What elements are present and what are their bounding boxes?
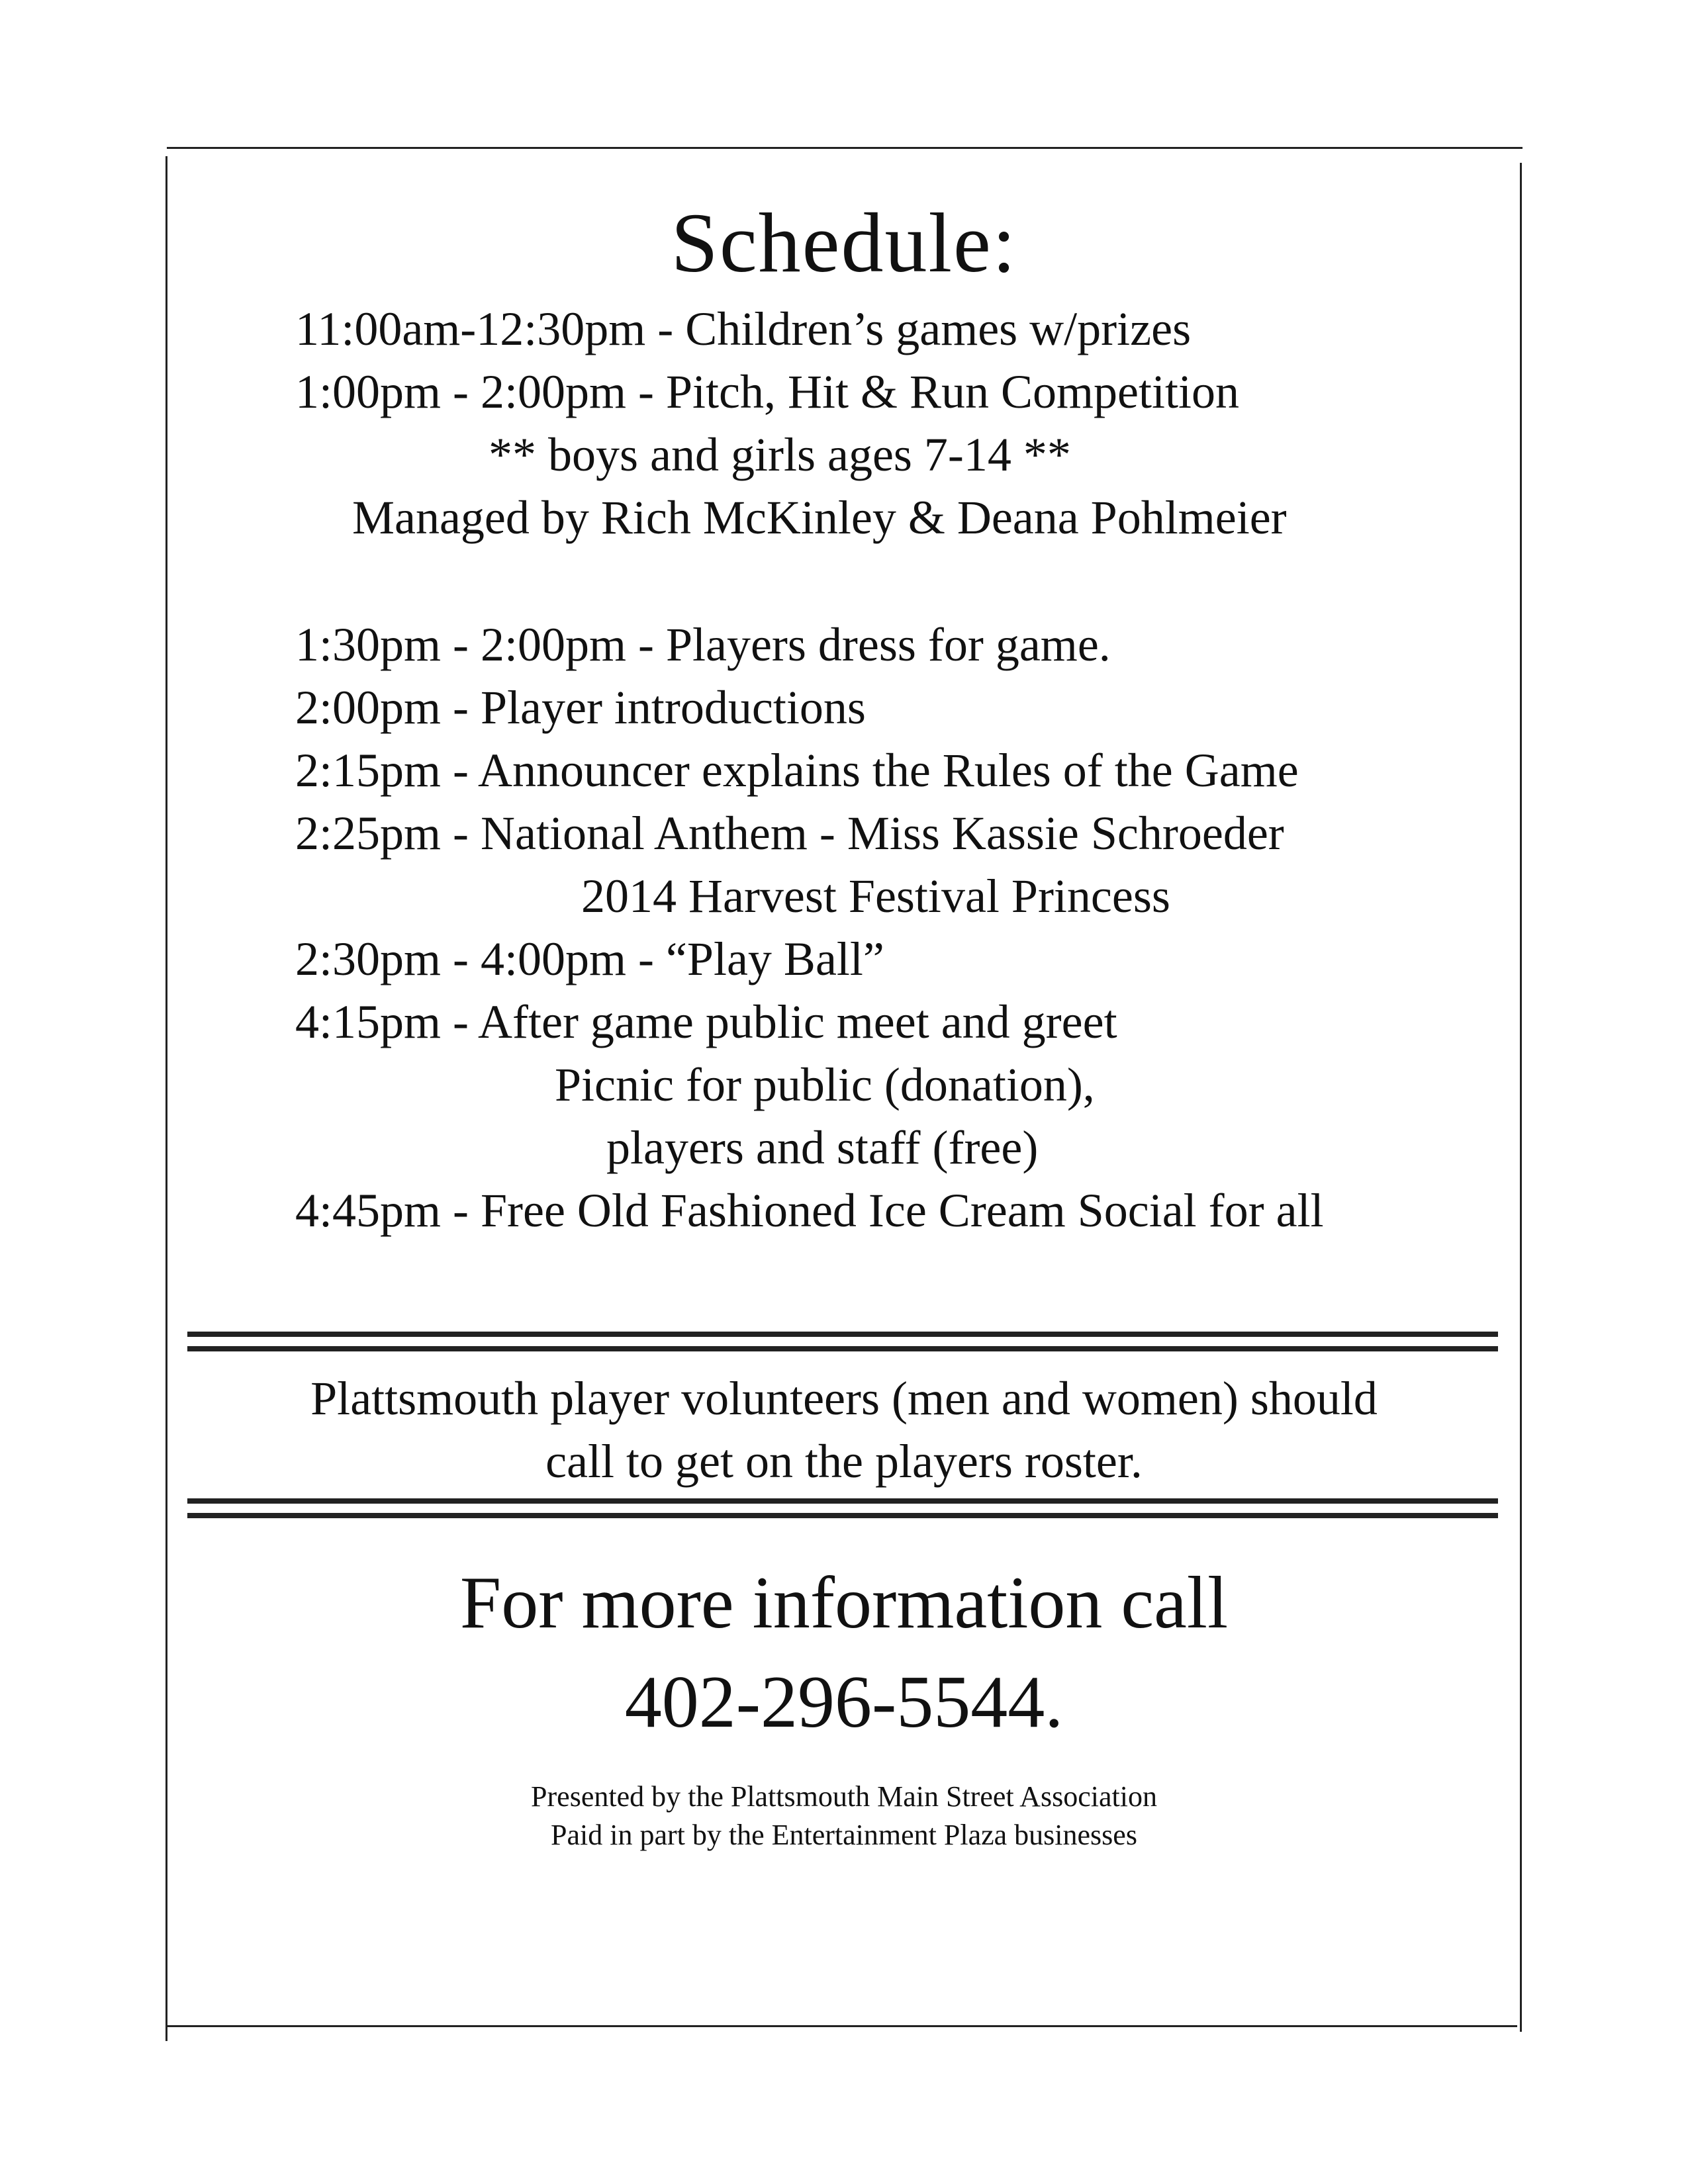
info-phone: 402-296-5544. [624,1661,1064,1743]
schedule-item-play-ball: 2:30pm - 4:00pm - “Play Ball” [295,933,884,985]
schedule-item-picnic-public: Picnic for public (donation), [555,1058,1095,1111]
schedule-item-harvest-princess: 2014 Harvest Festival Princess [581,870,1170,923]
divider-rule [187,1513,1498,1518]
divider-rule [187,1498,1498,1504]
sponsor-credit: Paid in part by the Entertainment Plaza businesses [551,1819,1137,1851]
frame-right-border [1520,163,1522,2032]
schedule-item-managers: Managed by Rich McKinley & Deana Pohlmeier [352,491,1287,544]
schedule-item-children-games: 11:00am-12:30pm - Children’s games w/prizes [295,302,1192,355]
presented-by-credit: Presented by the Plattsmouth Main Street Association [531,1780,1157,1813]
schedule-item-announcer-rules: 2:15pm - Announcer explains the Rules of the Game [295,744,1299,797]
schedule-item-ice-cream-social: 4:45pm - Free Old Fashioned Ice Cream Social for all [295,1184,1324,1237]
schedule-title: Schedule: [671,196,1017,290]
schedule-item-player-introductions: 2:00pm - Player introductions [295,681,866,734]
divider-rule [187,1332,1498,1337]
frame-top-border [167,147,1523,149]
schedule-item-ages-note: ** boys and girls ages 7-14 ** [489,428,1071,481]
schedule-item-meet-and-greet: 4:15pm - After game public meet and greet [295,995,1117,1048]
frame-left-border [165,156,167,2041]
volunteer-notice-line-1: Plattsmouth player volunteers (men and women) should [310,1372,1378,1425]
volunteer-notice-line-2: call to get on the players roster. [545,1435,1143,1488]
schedule-item-players-dress: 1:30pm - 2:00pm - Players dress for game. [295,618,1111,671]
divider-rule [187,1346,1498,1351]
info-heading: For more information call [459,1562,1229,1644]
schedule-item-pitch-hit-run: 1:00pm - 2:00pm - Pitch, Hit & Run Competition [295,365,1240,418]
schedule-item-picnic-players: players and staff (free) [606,1121,1039,1174]
schedule-item-national-anthem: 2:25pm - National Anthem - Miss Kassie Schroeder [295,807,1284,860]
frame-bottom-border [165,2025,1517,2027]
